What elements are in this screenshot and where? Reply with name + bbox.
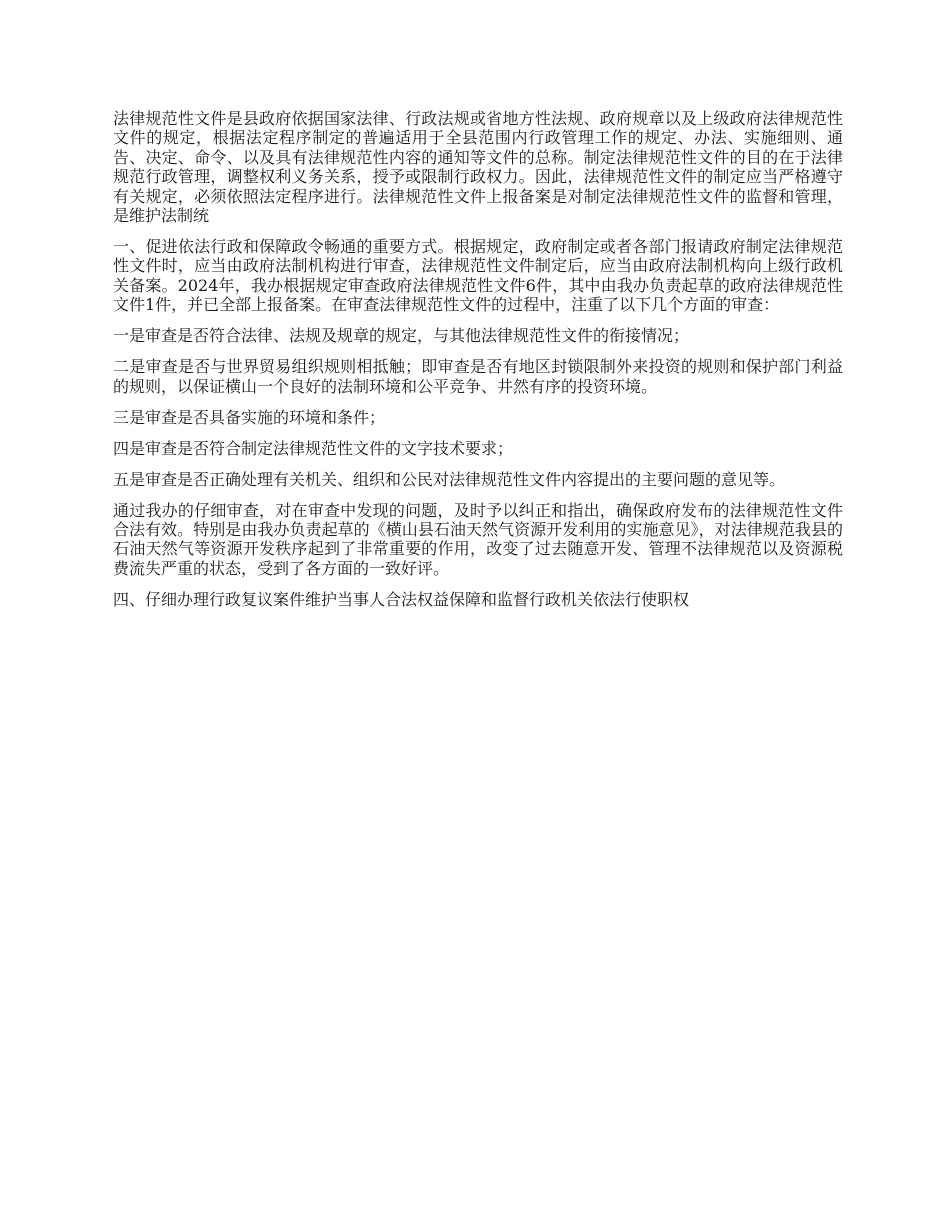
paragraph-section-one: 一、促进依法行政和保障政令畅通的重要方式。根据规定，政府制定或者各部门报请政府制定法律规范性文件时，应当由政府法制机构进行审查，法律规范性文件制定后，应当由政府法制机构向上级行政机关备案。2024年，我办根据规定审查政府法律规范性文件6件，其中由我办负责起草的政府法律规范性文件1件，并已全部上报备案。在审查法律规范性文件的过程中，注重了以下几个方面的审查： (113, 237, 843, 315)
paragraph-intro: 法律规范性文件是县政府依据国家法律、行政法规或省地方性法规、政府规章以及上级政府法律规范性文件的规定，根据法定程序制定的普遍适用于全县范围内行政管理工作的规定、办法、实施细则、通告、决定、命令、以及具有法律规范性内容的通知等文件的总称。制定法律规范性文件的目的在于法律规范行政管理，调整权利义务关系，授予或限制行政权力。因此，法律规范性文件的制定应当严格遵守有关规定，必须依照法定程序进行。法律规范性文件上报备案是对制定法律规范性文件的监督和管理，是维护法制统 (113, 109, 843, 226)
paragraph-review-item-5: 五是审查是否正确处理有关机关、组织和公民对法律规范性文件内容提出的主要问题的意见等。 (113, 469, 786, 489)
paragraph-review-item-4: 四是审查是否符合制定法律规范性文件的文字技术要求； (113, 438, 514, 458)
paragraph-section-four-heading: 四、仔细办理行政复议案件维护当事人合法权益保障和监督行政机关依法行使职权 (113, 589, 690, 609)
paragraph-review-item-1: 一是审查是否符合法律、法规及规章的规定，与其他法律规范性文件的衔接情况； (113, 326, 690, 346)
paragraph-review-outcome: 通过我办的仔细审查，对在审查中发现的问题，及时予以纠正和指出，确保政府发布的法律规范性文件合法有效。特别是由我办负责起草的《横山县石油天然气资源开发利用的实施意见》，对法律规范我县的石油天然气等资源开发秩序起到了非常重要的作用，改变了过去随意开发、管理不法律规范以及资源税费流失严重的状态，受到了各方面的一致好评。 (113, 500, 843, 578)
document-body (113, 109, 843, 621)
paragraph-review-item-2: 二是审查是否与世界贸易组织规则相抵触；即审查是否有地区封锁限制外来投资的规则和保护部门利益的规则，以保证横山一个良好的法制环境和公平竞争、井然有序的投资环境。 (113, 357, 843, 396)
paragraph-review-item-3: 三是审查是否具备实施的环境和条件； (113, 407, 386, 427)
